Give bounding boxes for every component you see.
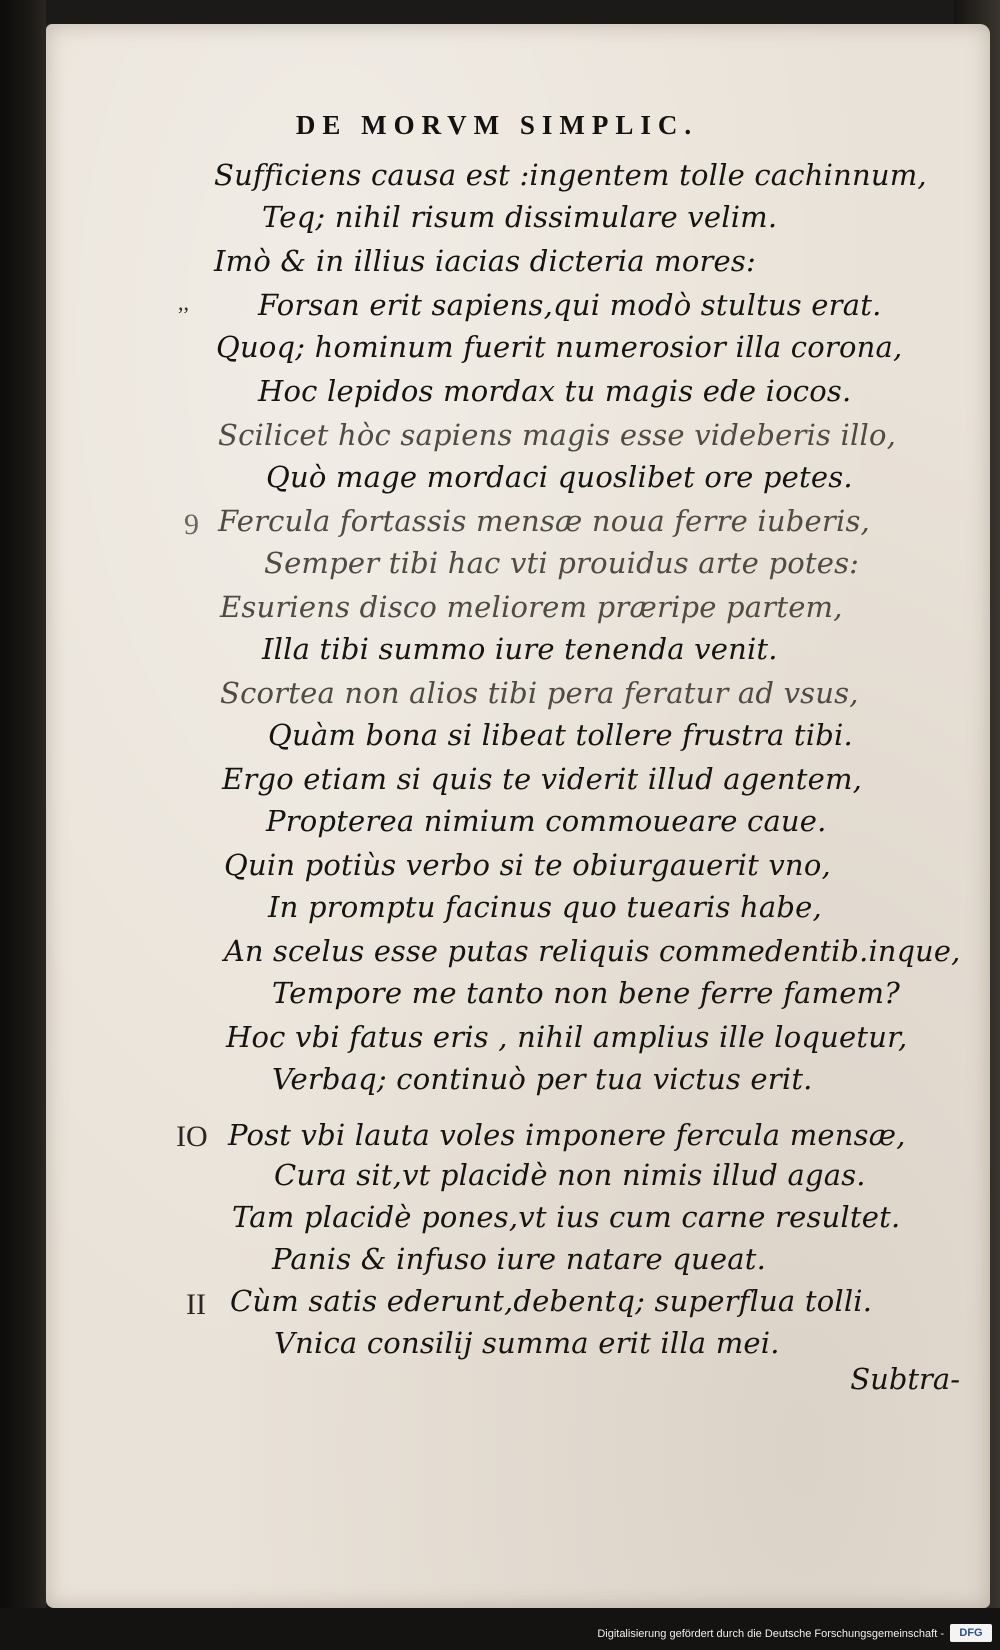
verse-line: Post vbi lauta voles imponere fercula mensæ, xyxy=(228,1118,906,1152)
verse-line: Tempore me tanto non bene ferre famem? xyxy=(272,976,900,1010)
verse-line: Quoq; hominum fuerit numerosior illa corona, xyxy=(216,330,903,364)
verse-line: Semper tibi hac vti prouidus arte potes: xyxy=(264,546,860,580)
verse-line: Quò mage mordaci quoslibet ore petes. xyxy=(266,460,853,494)
verse-line: Esuriens disco meliorem præripe partem, xyxy=(220,590,843,624)
digitization-credit: Digitalisierung gefördert durch die Deutsche Forschungsgemeinschaft - xyxy=(597,1628,944,1640)
verse-line: Fercula fortassis mensæ noua ferre iuberis, xyxy=(218,504,870,538)
verse-line: Propterea nimium commoueare caue. xyxy=(266,804,827,838)
verse-line: Hoc vbi fatus eris , nihil amplius ille loquetur, xyxy=(226,1020,908,1054)
verse-number-10: IO xyxy=(176,1120,208,1153)
verse-line: Teq; nihil risum dissimulare velim. xyxy=(262,200,778,234)
verse-line: Scilicet hòc sapiens magis esse videberis illo, xyxy=(218,418,897,452)
dfg-logo: DFG xyxy=(950,1624,992,1642)
verse-line: Hoc lepidos mordax tu magis ede iocos. xyxy=(258,374,852,408)
verse-line: Tam placidè pones,vt ius cum carne resultet. xyxy=(232,1200,901,1234)
verse-line: Ergo etiam si quis te viderit illud agentem, xyxy=(222,762,863,796)
verse-line: Quin potiùs verbo si te obiurgauerit vno, xyxy=(224,848,831,882)
verse-line: Imò & in illius iacias dicteria mores: xyxy=(214,244,756,278)
verse-line: An scelus esse putas reliquis commedentib.inque, xyxy=(224,934,961,968)
verse-line: Sufficiens causa est :ingentem tolle cachinnum, xyxy=(214,158,927,192)
verse-line: Scortea non alios tibi pera feratur ad vsus, xyxy=(220,676,859,710)
verse-number-11: II xyxy=(186,1288,206,1321)
verse-line: Panis & infuso iure natare queat. xyxy=(272,1242,767,1276)
verse-line: Quàm bona si libeat tollere frustra tibi. xyxy=(268,718,853,752)
book-binding-left xyxy=(0,0,46,1650)
margin-mark: ,, xyxy=(178,290,189,315)
verse-line: Vnica consilij summa erit illa mei. xyxy=(274,1326,780,1360)
verse-line: Cura sit,vt placidè non nimis illud agas. xyxy=(274,1158,866,1192)
verse-number-9: 9 xyxy=(184,508,199,541)
catchword: Subtra- xyxy=(850,1362,960,1396)
verse-line: Forsan erit sapiens,qui modò stultus erat. xyxy=(258,288,882,322)
verse-line: In promptu facinus quo tuearis habe, xyxy=(268,890,822,924)
verse-line: Illa tibi summo iure tenenda venit. xyxy=(262,632,778,666)
verse-line: Verbaq; continuò per tua victus erit. xyxy=(272,1062,813,1096)
verse-line: Cùm satis ederunt,debentq; superflua tolli. xyxy=(230,1284,873,1318)
running-head: DE MORVM SIMPLIC. xyxy=(295,110,699,140)
